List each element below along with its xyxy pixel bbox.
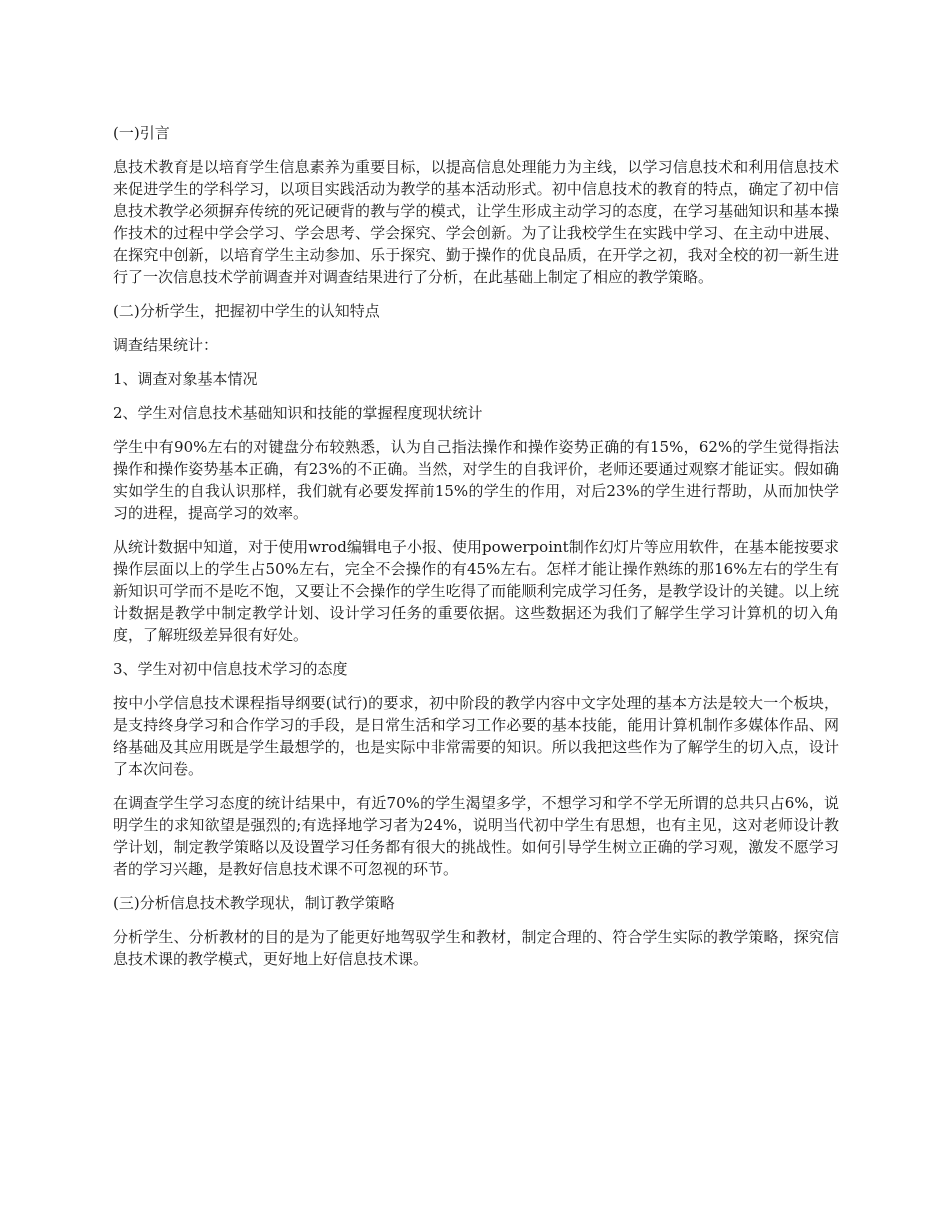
paragraph-curriculum: 按中小学信息技术课程指导纲要(试行)的要求，初中阶段的教学内容中文字处理的基本方法是较大一个板块，是支持终身学习和合作学习的手段，是日常生活和学习工作必要的基本技能，能用计算机制作多媒体作品、网络基础及其应用既是学生最想学的，也是实际中非常需要的知识。所以我把这些作为了解学生的切入点，设计了本次问卷。: [113, 694, 839, 778]
subheading-survey-subjects: 1、调查对象基本情况: [113, 370, 258, 388]
section-heading-analyze-students: (二)分析学生，把握初中学生的认知特点: [113, 302, 380, 320]
subheading-learning-attitude: 3、学生对初中信息技术学习的态度: [113, 660, 348, 678]
paragraph-software-stats: 从统计数据中知道，对于使用wrod编辑电子小报、使用powerpoint制作幻灯片等应用软件，在基本能按要求操作层面以上的学生占50%左右，完全不会操作的有45%左右。怎样才能让操作熟练的那16%左右的学生有新知识可学而不是吃不饱，又要让不会操作的学生吃得了而能顺利完成学习任务，是教学设计的关键。以上统计数据是教学中制定教学计划、设计学习任务的重要依据。这些数据还为我们了解学生学习计算机的切入角度，了解班级差异很有好处。: [113, 538, 839, 644]
document-body: [113, 122, 839, 982]
paragraph-attitude-stats: 在调查学生学习态度的统计结果中，有近70%的学生渴望多学，不想学习和学不学无所谓的总共只占6%，说明学生的求知欲望是强烈的;有选择地学习者为24%，说明当代初中学生有思想，也有主见，这对老师设计教学计划，制定教学策略以及设置学习任务都有很大的挑战性。如何引导学生树立正确的学习观，激发不愿学习者的学习兴趣，是教好信息技术课不可忽视的环节。: [113, 794, 839, 878]
paragraph-keyboard-stats: 学生中有90%左右的对键盘分布较熟悉，认为自己指法操作和操作姿势正确的有15%，62%的学生觉得指法操作和操作姿势基本正确，有23%的不正确。当然，对学生的自我评价，老师还要通过观察才能证实。假如确实如学生的自我认识那样，我们就有必要发挥前15%的学生的作用，对后23%的学生进行帮助，从而加快学习的进程，提高学习的效率。: [113, 438, 839, 522]
paragraph-strategy: 分析学生、分析教材的目的是为了能更好地驾驭学生和教材，制定合理的、符合学生实际的教学策略，探究信息技术课的教学模式，更好地上好信息技术课。: [113, 928, 839, 968]
section-heading-teaching-strategy: (三)分析信息技术教学现状，制订教学策略: [113, 894, 395, 912]
paragraph-intro: 息技术教育是以培育学生信息素养为重要目标，以提高信息处理能力为主线，以学习信息技术和利用信息技术来促进学生的学科学习，以项目实践活动为教学的基本活动形式。初中信息技术的教育的特点，确定了初中信息技术教学必须摒弃传统的死记硬背的教与学的模式，让学生形成主动学习的态度，在学习基础知识和基本操作技术的过程中学会学习、学会思考、学会探究、学会创新。为了让我校学生在实践中学习、在主动中进展、在探究中创新，以培育学生主动参加、乐于探究、勤于操作的优良品质，在开学之初，我对全校的初一新生进行了一次信息技术学前调查并对调查结果进行了分析，在此基础上制定了相应的教学策略。: [113, 158, 839, 286]
subheading-survey-results: 调查结果统计：: [113, 336, 219, 354]
section-heading-intro: (一)引言: [113, 124, 170, 142]
subheading-skill-mastery: 2、学生对信息技术基础知识和技能的掌握程度现状统计: [113, 404, 483, 422]
